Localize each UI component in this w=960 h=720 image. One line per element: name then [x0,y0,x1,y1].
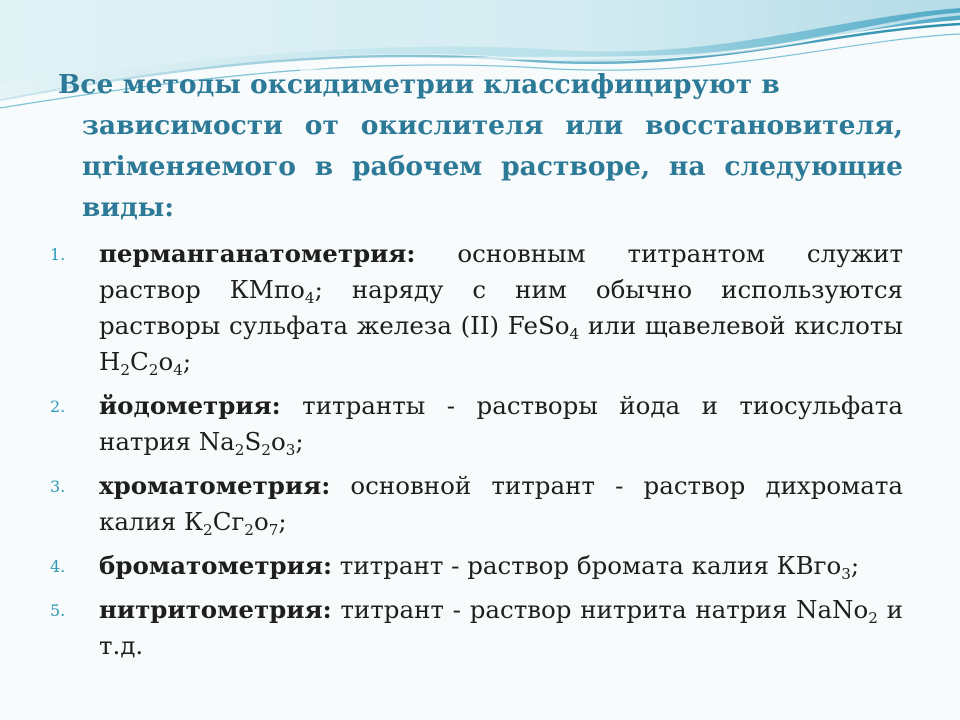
method-text: S [244,427,262,456]
method-text: или щавелевой кислоты Н [99,311,903,376]
method-text: ; [278,507,287,536]
method-text: основным титрантом служит раствор КМпо [99,239,903,304]
method-term: нитритометрия: [99,595,332,624]
method-text: титрант - раствор бромата калия КВго [332,551,842,580]
method-text: ; наряду с ним обычно используются растворы сульфата железа (II) FeSo [99,275,903,340]
method-text: о [253,507,269,536]
method-text: ; [850,551,860,580]
list-marker: 3. [50,477,66,496]
subscript: 2 [234,441,245,459]
method-text: и т.д. [99,595,903,660]
method-term: хроматометрия: [99,471,331,500]
method-text: ; [295,427,304,456]
subscript: 3 [841,565,851,583]
method-item-iodometry [50,388,903,460]
method-text: o [270,427,286,456]
list-marker: 2. [50,397,66,416]
method-text: о [158,347,174,376]
method-text: основной титрант - раствор дихромата калия К [99,471,903,536]
method-term: перманганатометрия: [99,239,416,268]
subscript: 2 [868,609,878,627]
subscript: 2 [244,521,254,539]
subscript: 2 [261,441,271,459]
subscript: 7 [268,521,279,539]
intro-heading [58,64,903,228]
methods-list [50,236,903,664]
subscript: 2 [148,361,159,379]
list-marker: 1. [50,245,66,264]
list-marker: 4. [50,557,66,576]
slide-content [50,64,903,672]
subscript: 2 [203,521,213,539]
method-item-bromatometry [50,548,903,584]
method-term: броматометрия: [99,551,332,580]
subscript: 4 [569,325,580,343]
list-marker: 5. [50,601,66,620]
subscript: 4 [173,361,183,379]
method-text: титрант - раствор нитрита натрия NaNo [331,595,869,624]
method-item-nitritometry [50,592,903,664]
subscript: 2 [120,361,131,379]
method-item-permanganatometry [50,236,903,380]
intro-continuation: зависимости от окислителя или восстановителя, цriменяемого в рабочем растворе, на следующие виды: [82,110,903,223]
method-item-chromatometry [50,468,903,540]
method-text: Сг [212,507,245,536]
subscript: 3 [285,441,296,459]
subscript: 4 [304,289,315,307]
method-text: ; [182,347,192,376]
method-text: титранты - растворы йода и тиосульфата натрия Na [99,391,903,456]
method-text: С [130,347,149,376]
intro-first-line: Все методы оксидиметрии классифицируют в [58,69,780,100]
method-term: йодометрия: [99,391,281,420]
